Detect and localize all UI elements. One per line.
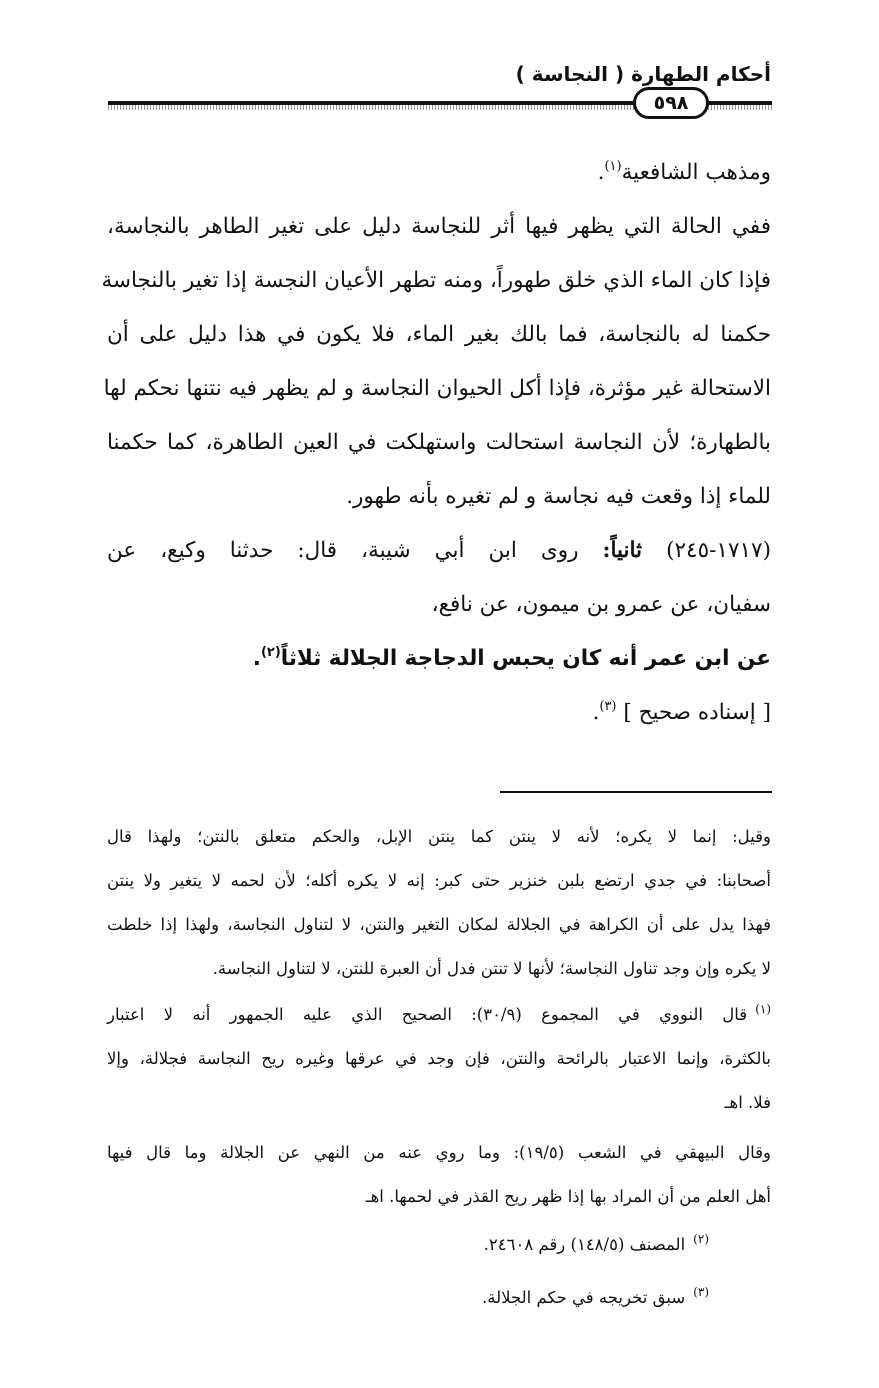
footnote-line: أهل العلم من أن المراد بها إذا ظهر ريح القذر في لحمها. اهـ <box>365 1187 771 1206</box>
text-line: ومذهب الشافعية$^{(١)}$. <box>597 159 771 185</box>
running-title: أحكام الطهارة ( النجاسة ) <box>515 62 771 86</box>
footnote-line: $^{(٢)}$المصنف (١٤٨/٥) رقم ٢٤٦٠٨. <box>483 1232 709 1254</box>
footnote-line: $^{(١)}$قال النووي في المجموع (٣٠/٩): الصحيح الذي عليه الجمهور أنه لا اعتبار <box>107 1002 771 1024</box>
footnote-line: فلا. اهـ <box>724 1093 771 1112</box>
footnote-ref-3: (٣) <box>599 699 617 714</box>
footnote-line: فهذا يدل على أن الكراهة في الجلالة لمكان التغير والنتن، لا لتناول النجاسة، ولهذا إذا خلطت <box>107 915 771 934</box>
text-line: ففي الحالة التي يظهر فيها أثر للنجاسة دليل على تغير الطاهر بالنجاسة، <box>107 214 771 239</box>
hadith-heading-line: (١٧١٧-٢٤٥) ثانياً: روى ابن أبي شيبة، قال: حدثنا وكيع، عن <box>107 538 771 563</box>
text-line: للماء إذا وقعت فيه نجاسة و لم تغيره بأنه طهور. <box>346 484 771 509</box>
footnote-marker-2: (٢) <box>693 1232 709 1246</box>
hadith-matn: عن ابن عمر أنه كان يحبس الدجاجة الجلالة ثلاثاً$^{(٢)}$. <box>252 645 771 671</box>
text-line: الاستحالة غير مؤثرة، فإذا أكل الحيوان النجاسة و لم يظهر فيه نتنها نحكم لها <box>103 376 771 401</box>
footnote-continued <box>107 815 771 991</box>
footnote-line: بالكثرة، وإنما الاعتبار بالرائحة والنتن، فإن وجد في عرقها وغيره ريح النجاسة فجلالة، وإلا <box>107 1049 771 1068</box>
text-line: فإذا كان الماء الذي خلق طهوراً، ومنه تطهر الأعيان النجسة إذا تغير بالنجاسة <box>101 268 771 293</box>
footnote-3 <box>107 1276 771 1320</box>
footnote-line: $^{(٣)}$سبق تخريجه في حكم الجلالة. <box>482 1285 709 1307</box>
footnote-1 <box>107 993 771 1125</box>
footnote-2 <box>107 1223 771 1267</box>
footnote-line: أصحابنا: في جدي ارتضع بلبن خنزير حتى كبر: إنه لا يكره أكله؛ لأن لحمه لا يتغير ولا ينتن <box>107 871 771 890</box>
isnad-grading: [ إسناده صحيح ] $^{(٣)}$. <box>592 699 771 725</box>
footnote-1-continued <box>107 1131 771 1219</box>
hadith-label: ثانياً: <box>602 538 643 563</box>
text-line: سفيان، عن عمرو بن ميمون، عن نافع، <box>431 592 771 617</box>
text-line: بالطهارة؛ لأن النجاسة استحالت واستهلكت في العين الطاهرة، كما حكمنا <box>107 430 771 455</box>
footnote-ref-2: (٢) <box>260 645 281 660</box>
footnote-separator <box>500 791 772 793</box>
page-number-badge: ٥٩٨ <box>633 87 709 119</box>
main-text <box>101 146 771 740</box>
footnote-marker-1: (١) <box>755 1002 771 1016</box>
hadith-number: (١٧١٧-٢٤٥) <box>666 538 771 563</box>
footnote-ref-1: (١) <box>604 159 622 174</box>
footnote-marker-3: (٣) <box>693 1285 709 1299</box>
footnote-line: لا يكره وإن وجد تناول النجاسة؛ لأنها لا تنتن فدل أن العبرة للنتن، لا لتناول النجاسة. <box>212 959 771 978</box>
footnote-line: وقال البيهقي في الشعب (١٩/٥): وما روي عنه من النهي عن الجلالة وما قال فيها <box>107 1143 771 1162</box>
footnote-line: وقيل: إنما لا يكره؛ لأنه لا ينتن كما ينتن الإبل، والحكم متعلق بالنتن؛ ولهذا قال <box>107 827 771 846</box>
text-line: حكمنا له بالنجاسة، فما بالك بغير الماء، فلا يكون في هذا دليل على أن <box>107 322 771 347</box>
